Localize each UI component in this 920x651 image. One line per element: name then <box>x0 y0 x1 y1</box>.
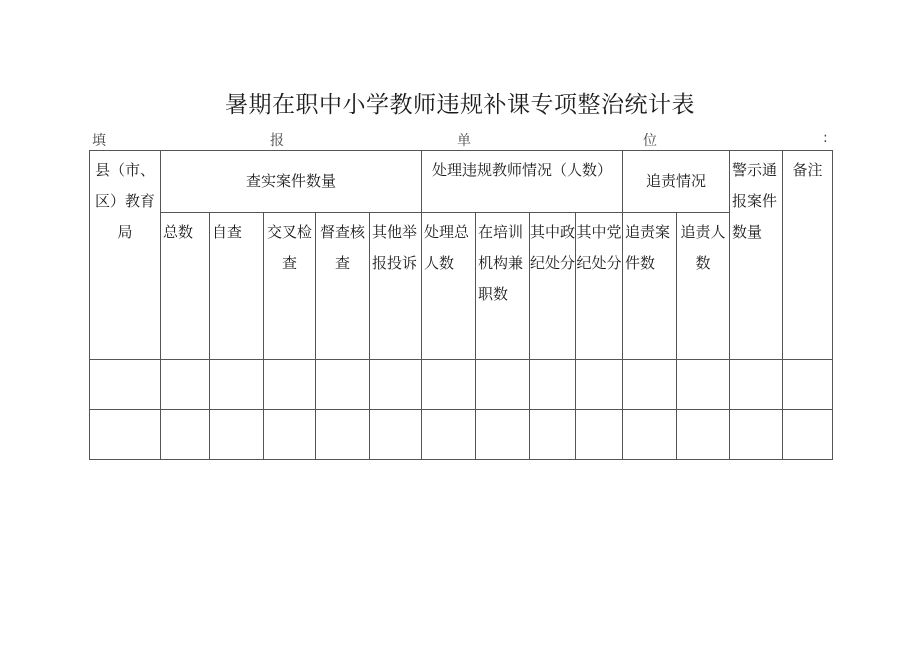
header-remarks: 备注 <box>783 151 833 360</box>
table-cell[interactable] <box>90 360 161 410</box>
header-accountability-cases: 追责案件数 <box>623 213 677 360</box>
table-cell[interactable] <box>623 360 677 410</box>
table-cell[interactable] <box>576 410 623 460</box>
fill-char-5: : <box>823 130 828 146</box>
page-title: 暑期在职中小学教师违规补课专项整治统计表 <box>225 92 695 118</box>
header-cases-inspection: 督查核查 <box>316 213 370 360</box>
table-cell[interactable] <box>730 360 783 410</box>
header-accountability-people: 追责人数 <box>677 213 730 360</box>
header-teachers-group: 处理违规教师情况（人数） <box>422 151 623 213</box>
fill-char-4: 位 <box>643 133 657 149</box>
header-cases-total: 总数 <box>161 213 210 360</box>
header-cases-group: 查实案件数量 <box>161 151 422 213</box>
table-cell[interactable] <box>530 410 576 460</box>
table-cell[interactable] <box>90 410 161 460</box>
table-cell[interactable] <box>677 410 730 460</box>
table-cell[interactable] <box>161 360 210 410</box>
table-cell[interactable] <box>161 410 210 460</box>
table-row <box>90 360 833 410</box>
header-teachers-total: 处理总人数 <box>422 213 476 360</box>
table-cell[interactable] <box>530 360 576 410</box>
table-row <box>90 410 833 460</box>
fill-char-3: 单 <box>457 133 471 149</box>
table-cell[interactable] <box>370 410 422 460</box>
table-cell[interactable] <box>422 410 476 460</box>
header-cases-cross: 交叉检查 <box>264 213 316 360</box>
table-cell[interactable] <box>783 410 833 460</box>
header-teachers-party: 其中党纪处分 <box>576 213 623 360</box>
header-cases-self: 自查 <box>210 213 264 360</box>
table-cell[interactable] <box>576 360 623 410</box>
fill-char-2: 报 <box>270 133 284 149</box>
statistics-table <box>89 150 833 460</box>
table-cell[interactable] <box>677 360 730 410</box>
fill-line <box>90 130 830 150</box>
table-cell[interactable] <box>476 360 530 410</box>
header-accountability-group: 追责情况 <box>623 151 730 213</box>
table-cell[interactable] <box>264 360 316 410</box>
table-cell[interactable] <box>783 360 833 410</box>
header-teachers-admin: 其中政纪处分 <box>530 213 576 360</box>
table-cell[interactable] <box>316 360 370 410</box>
table-cell[interactable] <box>476 410 530 460</box>
table-cell[interactable] <box>422 360 476 410</box>
table-cell[interactable] <box>210 360 264 410</box>
header-teachers-parttime: 在培训机构兼职数 <box>476 213 530 360</box>
header-cases-other: 其他举报投诉 <box>370 213 422 360</box>
table-cell[interactable] <box>264 410 316 460</box>
table-cell[interactable] <box>730 410 783 460</box>
header-county: 县（市、区）教育局 <box>90 151 161 360</box>
header-warning: 警示通报案件数量 <box>730 151 783 360</box>
table-cell[interactable] <box>210 410 264 460</box>
table-cell[interactable] <box>623 410 677 460</box>
fill-char-1: 填 <box>92 133 106 149</box>
table-cell[interactable] <box>370 360 422 410</box>
table-cell[interactable] <box>316 410 370 460</box>
